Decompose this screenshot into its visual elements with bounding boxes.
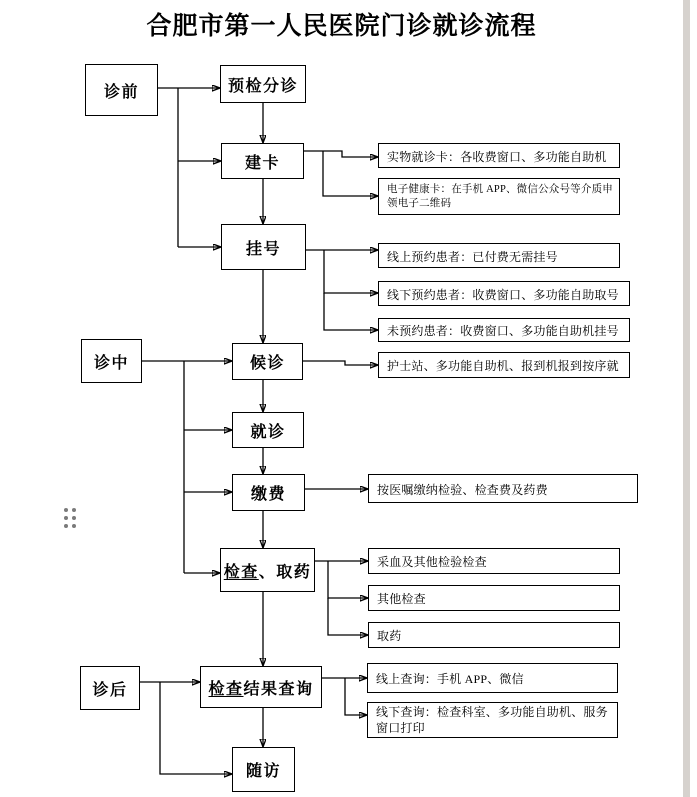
page-edge-margin — [690, 0, 697, 797]
stage-post-visit-label: 诊后 — [92, 681, 128, 699]
detail-online-booked-text: 线上预约患者：已付费无需挂号 — [387, 249, 558, 264]
step-triage-label: 预检分诊 — [227, 77, 298, 95]
step-payment — [232, 474, 305, 511]
step-exam-medicine-label-rest: 、取药 — [258, 563, 312, 581]
step-exam-medicine-label-underlined: 检查 — [223, 563, 259, 581]
step-result-inquiry-label-rest: 结果查询 — [243, 680, 314, 698]
detail-offline-query — [367, 702, 618, 738]
drag-handle-icon[interactable] — [62, 506, 80, 530]
flow-title: 合肥市第一人民医院门诊就诊流程 — [146, 13, 537, 40]
detail-other-exams — [368, 585, 620, 611]
stage-pre-visit — [85, 64, 158, 116]
step-payment-label: 缴费 — [250, 486, 286, 503]
step-consultation-label: 就诊 — [250, 423, 286, 441]
detail-offline-query-text: 线下查询：检查科室、多功能自助机、服务窗口打印 — [376, 704, 608, 735]
step-consultation — [232, 412, 304, 448]
step-create-card-label: 建卡 — [244, 154, 280, 172]
detail-e-health-card — [378, 178, 620, 215]
step-triage — [220, 65, 306, 103]
step-create-card — [221, 143, 304, 179]
step-waiting — [232, 343, 303, 380]
detail-medicine-pickup-text: 取药 — [377, 629, 402, 643]
step-registration — [221, 224, 306, 270]
detail-medicine-pickup — [368, 622, 620, 648]
stage-during-visit — [81, 339, 142, 383]
detail-online-query-text: 线上查询：手机 APP、微信 — [376, 672, 524, 686]
step-waiting-label: 候诊 — [249, 355, 285, 372]
step-result-inquiry — [200, 666, 322, 708]
detail-blood-tests — [368, 548, 620, 574]
page-edge — [683, 0, 690, 797]
detail-walk-in-text: 未预约患者：收费窗口、多功能自助机挂号 — [387, 324, 619, 338]
detail-other-exams-text: 其他检查 — [377, 592, 426, 606]
detail-blood-tests-text: 采血及其他检验检查 — [377, 555, 487, 569]
step-follow-up-label: 随访 — [245, 763, 281, 780]
stage-during-visit-label: 诊中 — [93, 354, 129, 372]
detail-checkin-text: 护士站、多功能自助机、报到机报到按序就 — [387, 359, 619, 373]
detail-walk-in — [378, 318, 630, 342]
stage-pre-visit-label: 诊前 — [103, 83, 139, 101]
detail-physical-card-text: 实物就诊卡：各收费窗口、多功能自助机 — [387, 149, 607, 164]
stage-post-visit — [80, 666, 140, 710]
step-registration-label: 挂号 — [245, 240, 281, 258]
detail-online-booked — [378, 243, 620, 268]
detail-pay-fees — [368, 474, 638, 503]
detail-offline-booked — [378, 281, 630, 306]
step-exam-medicine — [220, 548, 315, 592]
detail-online-query — [367, 663, 618, 693]
detail-checkin — [378, 352, 630, 378]
detail-physical-card — [378, 143, 620, 168]
detail-e-health-card-text: 电子健康卡：在手机 APP、微信公众号等介质申领电子二维码 — [387, 184, 613, 209]
step-result-inquiry-label-underlined: 检查 — [208, 680, 244, 698]
detail-offline-booked-text: 线下预约患者：收费窗口、多功能自助取号 — [387, 287, 619, 302]
step-follow-up — [232, 747, 295, 792]
detail-pay-fees-text: 按医嘱缴纳检验、检查费及药费 — [377, 482, 548, 497]
